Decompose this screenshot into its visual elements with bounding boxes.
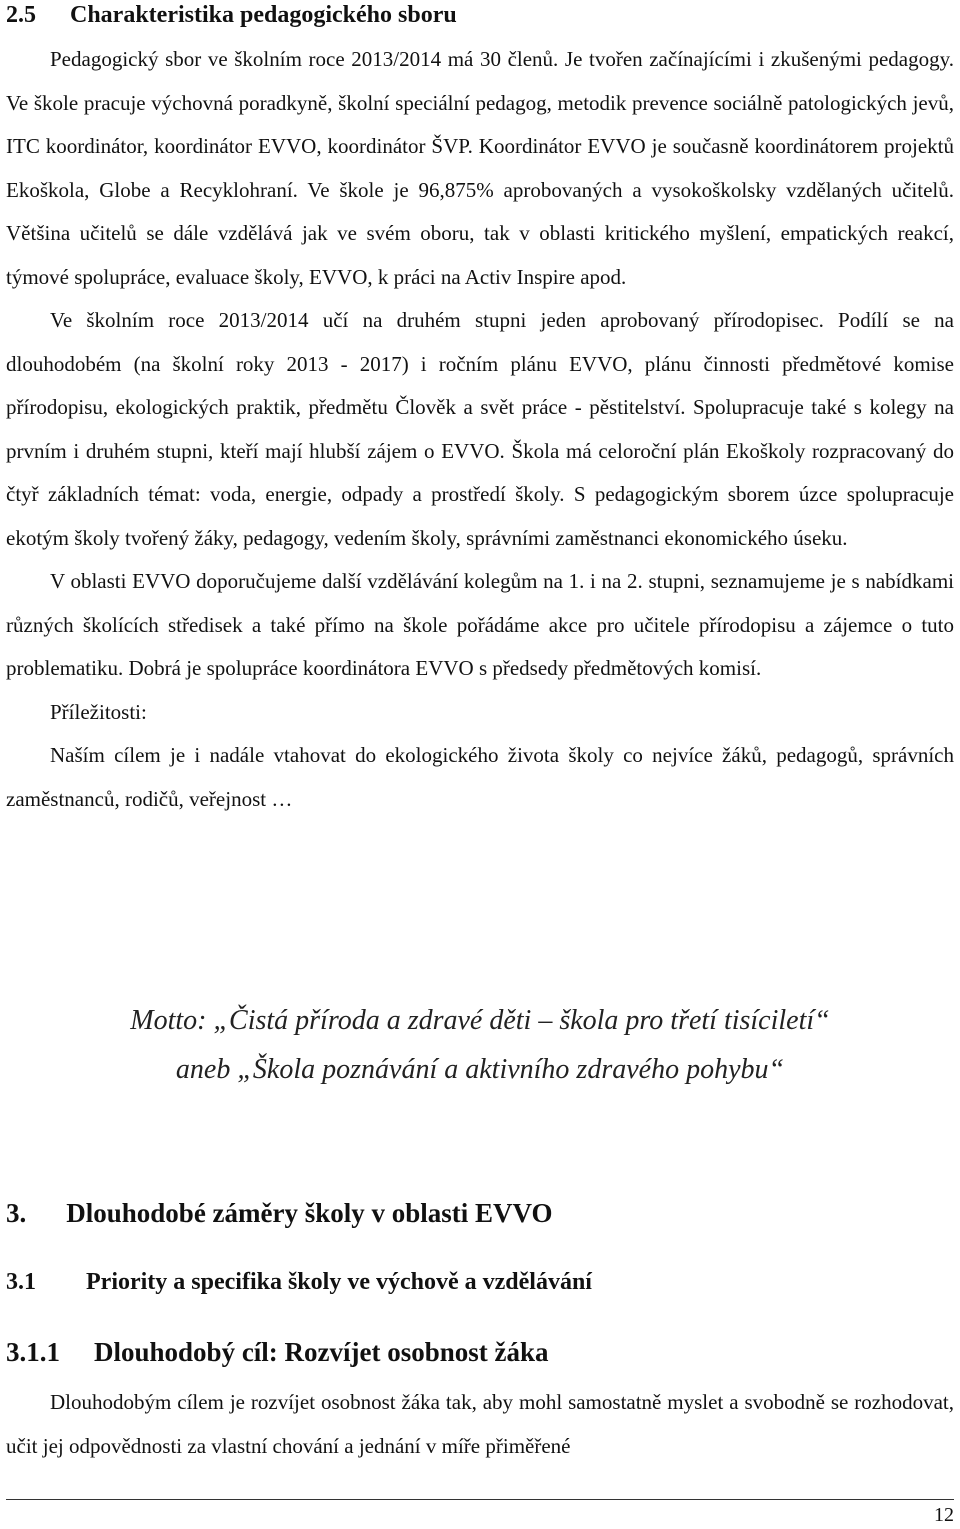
section-number: 3.1 — [6, 1269, 36, 1295]
footer-divider — [6, 1499, 954, 1500]
section-heading-2-5 — [6, 0, 954, 30]
section-heading-3-1 — [6, 1265, 592, 1299]
section-number: 3.1.1 — [6, 1337, 60, 1367]
motto-line-2: aneb „Škola poznávání a aktivního zdravého pohybu“ — [175, 1054, 785, 1085]
paragraph-3: V oblasti EVVO doporučujeme další vzdělávání kolegům na 1. i na 2. stupni, seznamujeme je s nabídkami různých školících středisek a také přímo na škole pořádáme akce pro učitele přírodopisu a zájemce o tuto problematiku. Dobrá je spolupráce koordinátora EVVO s předsedy předmětových komisí. — [6, 569, 954, 680]
paragraph-1: Pedagogický sbor ve školním roce 2013/2014 má 30 členů. Je tvořen začínajícími i zkušenými pedagogy. Ve škole pracuje výchovná poradkyně, školní speciální pedagog, metodik prevence sociálně patologických jevů, ITC koordinátor, koordinátor EVVO, koordinátor ŠVP. Koordinátor EVVO je současně koordinátorem projektů Ekoškola, Globe a Recyklohraní. Ve škole je 96,875% aprobovaných a vysokoškolsky vzdělaných učitelů. Většina učitelů se dále vzdělává jak ve svém oboru, tak v oblasti kritického myšlení, empatických reakcí, týmové spolupráce, evaluace školy, EVVO, k práci na Activ Inspire apod. — [6, 47, 954, 289]
section-title: Charakteristika pedagogického sboru — [70, 2, 457, 28]
section-number: 2.5 — [6, 2, 36, 28]
page-number: 12 — [934, 1504, 954, 1526]
paragraph-2: Ve školním roce 2013/2014 učí na druhém stupni jeden aprobovaný přírodopisec. Podílí se na dlouhodobém (na školní roky 2013 - 2017) i ročním plánu EVVO, plánu činnosti předmětové komise přírodopisu, ekologických praktik, předmětu Člověk a svět práce - pěstitelství. Spolupracuje také s kolegy na prvním i druhém stupni, kteří mají hlubší zájem o EVVO. Škola má celoroční plán Ekoškoly rozpracovaný do čtyř základních témat: voda, energie, odpady a prostředí školy. S pedagogickým sborem úzce spolupracuje ekotým školy tvořený žáky, pedagogy, vedením školy, správními zaměstnanci ekonomického úseku. — [6, 308, 954, 550]
section-title: Dlouhodobý cíl: Rozvíjet osobnost žáka — [94, 1337, 549, 1367]
body-text — [6, 38, 954, 821]
section-heading-3 — [6, 1195, 553, 1231]
section-number: 3. — [6, 1198, 27, 1228]
section-heading-3-1-1 — [6, 1334, 549, 1370]
motto-line-1: Motto: „Čistá příroda a zdravé děti – škola pro třetí tisíciletí“ — [130, 1005, 830, 1036]
body-text-section-3-1-1 — [6, 1381, 954, 1468]
section-title: Dlouhodobé záměry školy v oblasti EVVO — [66, 1198, 553, 1228]
paragraph-5: Dlouhodobým cílem je rozvíjet osobnost žáka tak, aby mohl samostatně myslet a svobodně se rozhodovat, učit jej odpovědnosti za vlastní chování a jednání v míře přiměřené — [6, 1390, 954, 1458]
section-title: Priority a specifika školy ve výchově a vzdělávání — [86, 1269, 592, 1295]
paragraph-prilezitosti: Příležitosti: — [50, 699, 147, 724]
paragraph-4: Naším cílem je i nadále vtahovat do ekologického života školy co nejvíce žáků, pedagogů, správních zaměstnanců, rodičů, veřejnost … — [6, 743, 954, 811]
